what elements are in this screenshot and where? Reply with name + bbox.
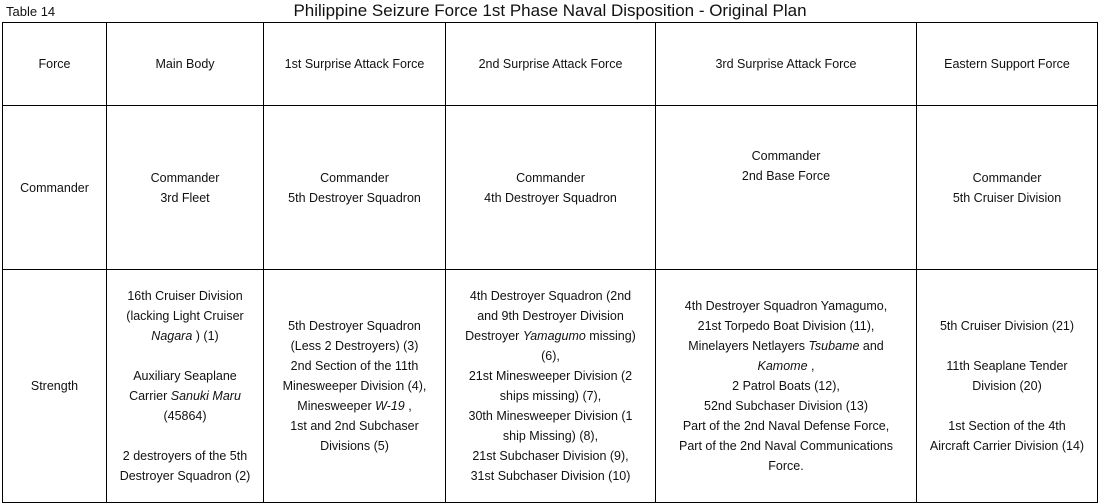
surprise-force-1-commander [264, 106, 446, 270]
strength-text: ) (1) [192, 329, 219, 343]
surprise-force-2-strength [446, 270, 656, 503]
naval-disposition-table [2, 22, 1098, 503]
strength-line: 4th Destroyer Squadron Yamagumo, [684, 299, 888, 313]
strength-line: 2nd Section of the 11th [290, 359, 419, 373]
commander-unit: 5th Cruiser Division [952, 190, 1062, 205]
strength-line: 30th Minesweeper Division (1 [468, 409, 633, 423]
surprise-force-1-header [264, 23, 446, 106]
commander-title: Commander [751, 149, 821, 163]
strength-text: Destroyer [465, 329, 523, 343]
strength-line [450, 326, 651, 346]
force-header-row [3, 23, 1098, 106]
commander-title: Commander [320, 170, 389, 185]
strength-line: 1st and 2nd Subchaser [290, 419, 419, 433]
strength-line [111, 386, 259, 406]
surprise-force-1-strength [264, 270, 446, 503]
strength-text: , [404, 399, 412, 413]
strength-line [111, 326, 259, 346]
commander-label-cell [3, 106, 107, 270]
surprise-force-2-header [446, 23, 656, 106]
commander-title: Commander [150, 170, 220, 185]
strength-line: Part of the 2nd Naval Defense Force, [682, 419, 890, 433]
page-title: Philippine Seizure Force 1st Phase Naval Disposition - Original Plan [293, 1, 807, 20]
strength-line: Part of the 2nd Naval Communications [679, 439, 893, 453]
strength-line: 1st Section of the 4th [948, 419, 1066, 433]
table-number-label: Table 14 [6, 4, 56, 19]
strength-line: 5th Destroyer Squadron [288, 319, 421, 333]
ship-name: Tsubame [808, 339, 860, 353]
strength-line: 21st Minesweeper Division (2 [468, 369, 633, 383]
surprise-force-3-commander [656, 106, 917, 270]
surprise-force-3-label: 3rd Surprise Attack Force [715, 57, 857, 71]
surprise-force-3-strength [656, 270, 917, 503]
strength-row [3, 270, 1098, 503]
commander-label: Commander [20, 180, 89, 195]
main-body-header [107, 23, 264, 106]
commander-unit: 3rd Fleet [160, 190, 210, 205]
ship-name: W-19 [375, 399, 405, 413]
strength-line: 5th Cruiser Division (21) [939, 319, 1075, 333]
surprise-force-3-header [656, 23, 917, 106]
strength-line: Divisions (5) [320, 439, 389, 453]
strength-line: (6), [541, 349, 560, 363]
eastern-support-strength [917, 270, 1098, 503]
strength-text: Minelayers Netlayers [688, 339, 809, 353]
commander-unit: 2nd Base Force [741, 169, 831, 183]
surprise-force-2-commander [446, 106, 656, 270]
force-label: Force [38, 57, 71, 71]
strength-text: , [807, 359, 815, 373]
strength-text: and [859, 339, 884, 353]
force-label-cell [3, 23, 107, 106]
strength-line: Auxiliary Seaplane [133, 369, 237, 383]
strength-line [660, 356, 912, 376]
strength-line [660, 336, 912, 356]
strength-line: Minesweeper Division (4), [282, 379, 427, 393]
surprise-force-1-label: 1st Surprise Attack Force [284, 57, 425, 71]
commander-unit: 4th Destroyer Squadron [484, 190, 617, 205]
strength-line: 11th Seaplane Tender [946, 359, 1068, 373]
strength-text: Minesweeper [297, 399, 376, 413]
commander-title: Commander [516, 170, 585, 185]
strength-line: ship Missing) (8), [502, 429, 599, 443]
ship-name: Nagara [151, 329, 193, 343]
strength-label: Strength [30, 379, 79, 393]
strength-label-cell [3, 270, 107, 503]
eastern-support-header [917, 23, 1098, 106]
commander-row [3, 106, 1098, 270]
strength-line: 16th Cruiser Division [127, 289, 243, 303]
strength-line: Division (20) [972, 379, 1042, 393]
strength-line: Destroyer Squadron (2) [119, 469, 251, 483]
strength-line: 31st Subchaser Division (10) [470, 469, 631, 483]
strength-line: Force. [768, 459, 804, 473]
strength-line: Aircraft Carrier Division (14) [929, 439, 1085, 453]
ship-name: Sanuki Maru [170, 389, 241, 403]
main-body-label: Main Body [155, 57, 215, 71]
strength-line: 4th Destroyer Squadron (2nd [469, 289, 632, 303]
strength-line: (lacking Light Cruiser [126, 309, 244, 323]
strength-text: Carrier [129, 389, 171, 403]
commander-unit: 5th Destroyer Squadron [288, 190, 421, 205]
surprise-force-2-label: 2nd Surprise Attack Force [478, 57, 623, 71]
strength-line: 21st Subchaser Division (9), [472, 449, 629, 463]
eastern-support-label: Eastern Support Force [944, 57, 1070, 71]
strength-text: missing) [585, 329, 636, 343]
main-body-commander [107, 106, 264, 270]
strength-line: and 9th Destroyer Division [477, 309, 624, 323]
strength-line: 2 destroyers of the 5th [122, 449, 248, 463]
ship-name: Yamagumo [522, 329, 586, 343]
commander-title: Commander [972, 170, 1042, 185]
main-body-strength [107, 270, 264, 503]
strength-line: 2 Patrol Boats (12), [732, 379, 840, 393]
strength-line: ships missing) (7), [499, 389, 602, 403]
strength-line: 21st Torpedo Boat Division (11), [697, 319, 875, 333]
strength-line [268, 396, 441, 416]
eastern-support-commander [917, 106, 1098, 270]
strength-line: 52nd Subchaser Division (13) [704, 399, 868, 413]
strength-line: (Less 2 Destroyers) (3) [290, 339, 419, 353]
strength-line: (45864) [163, 409, 207, 423]
ship-name: Kamome [757, 359, 808, 373]
